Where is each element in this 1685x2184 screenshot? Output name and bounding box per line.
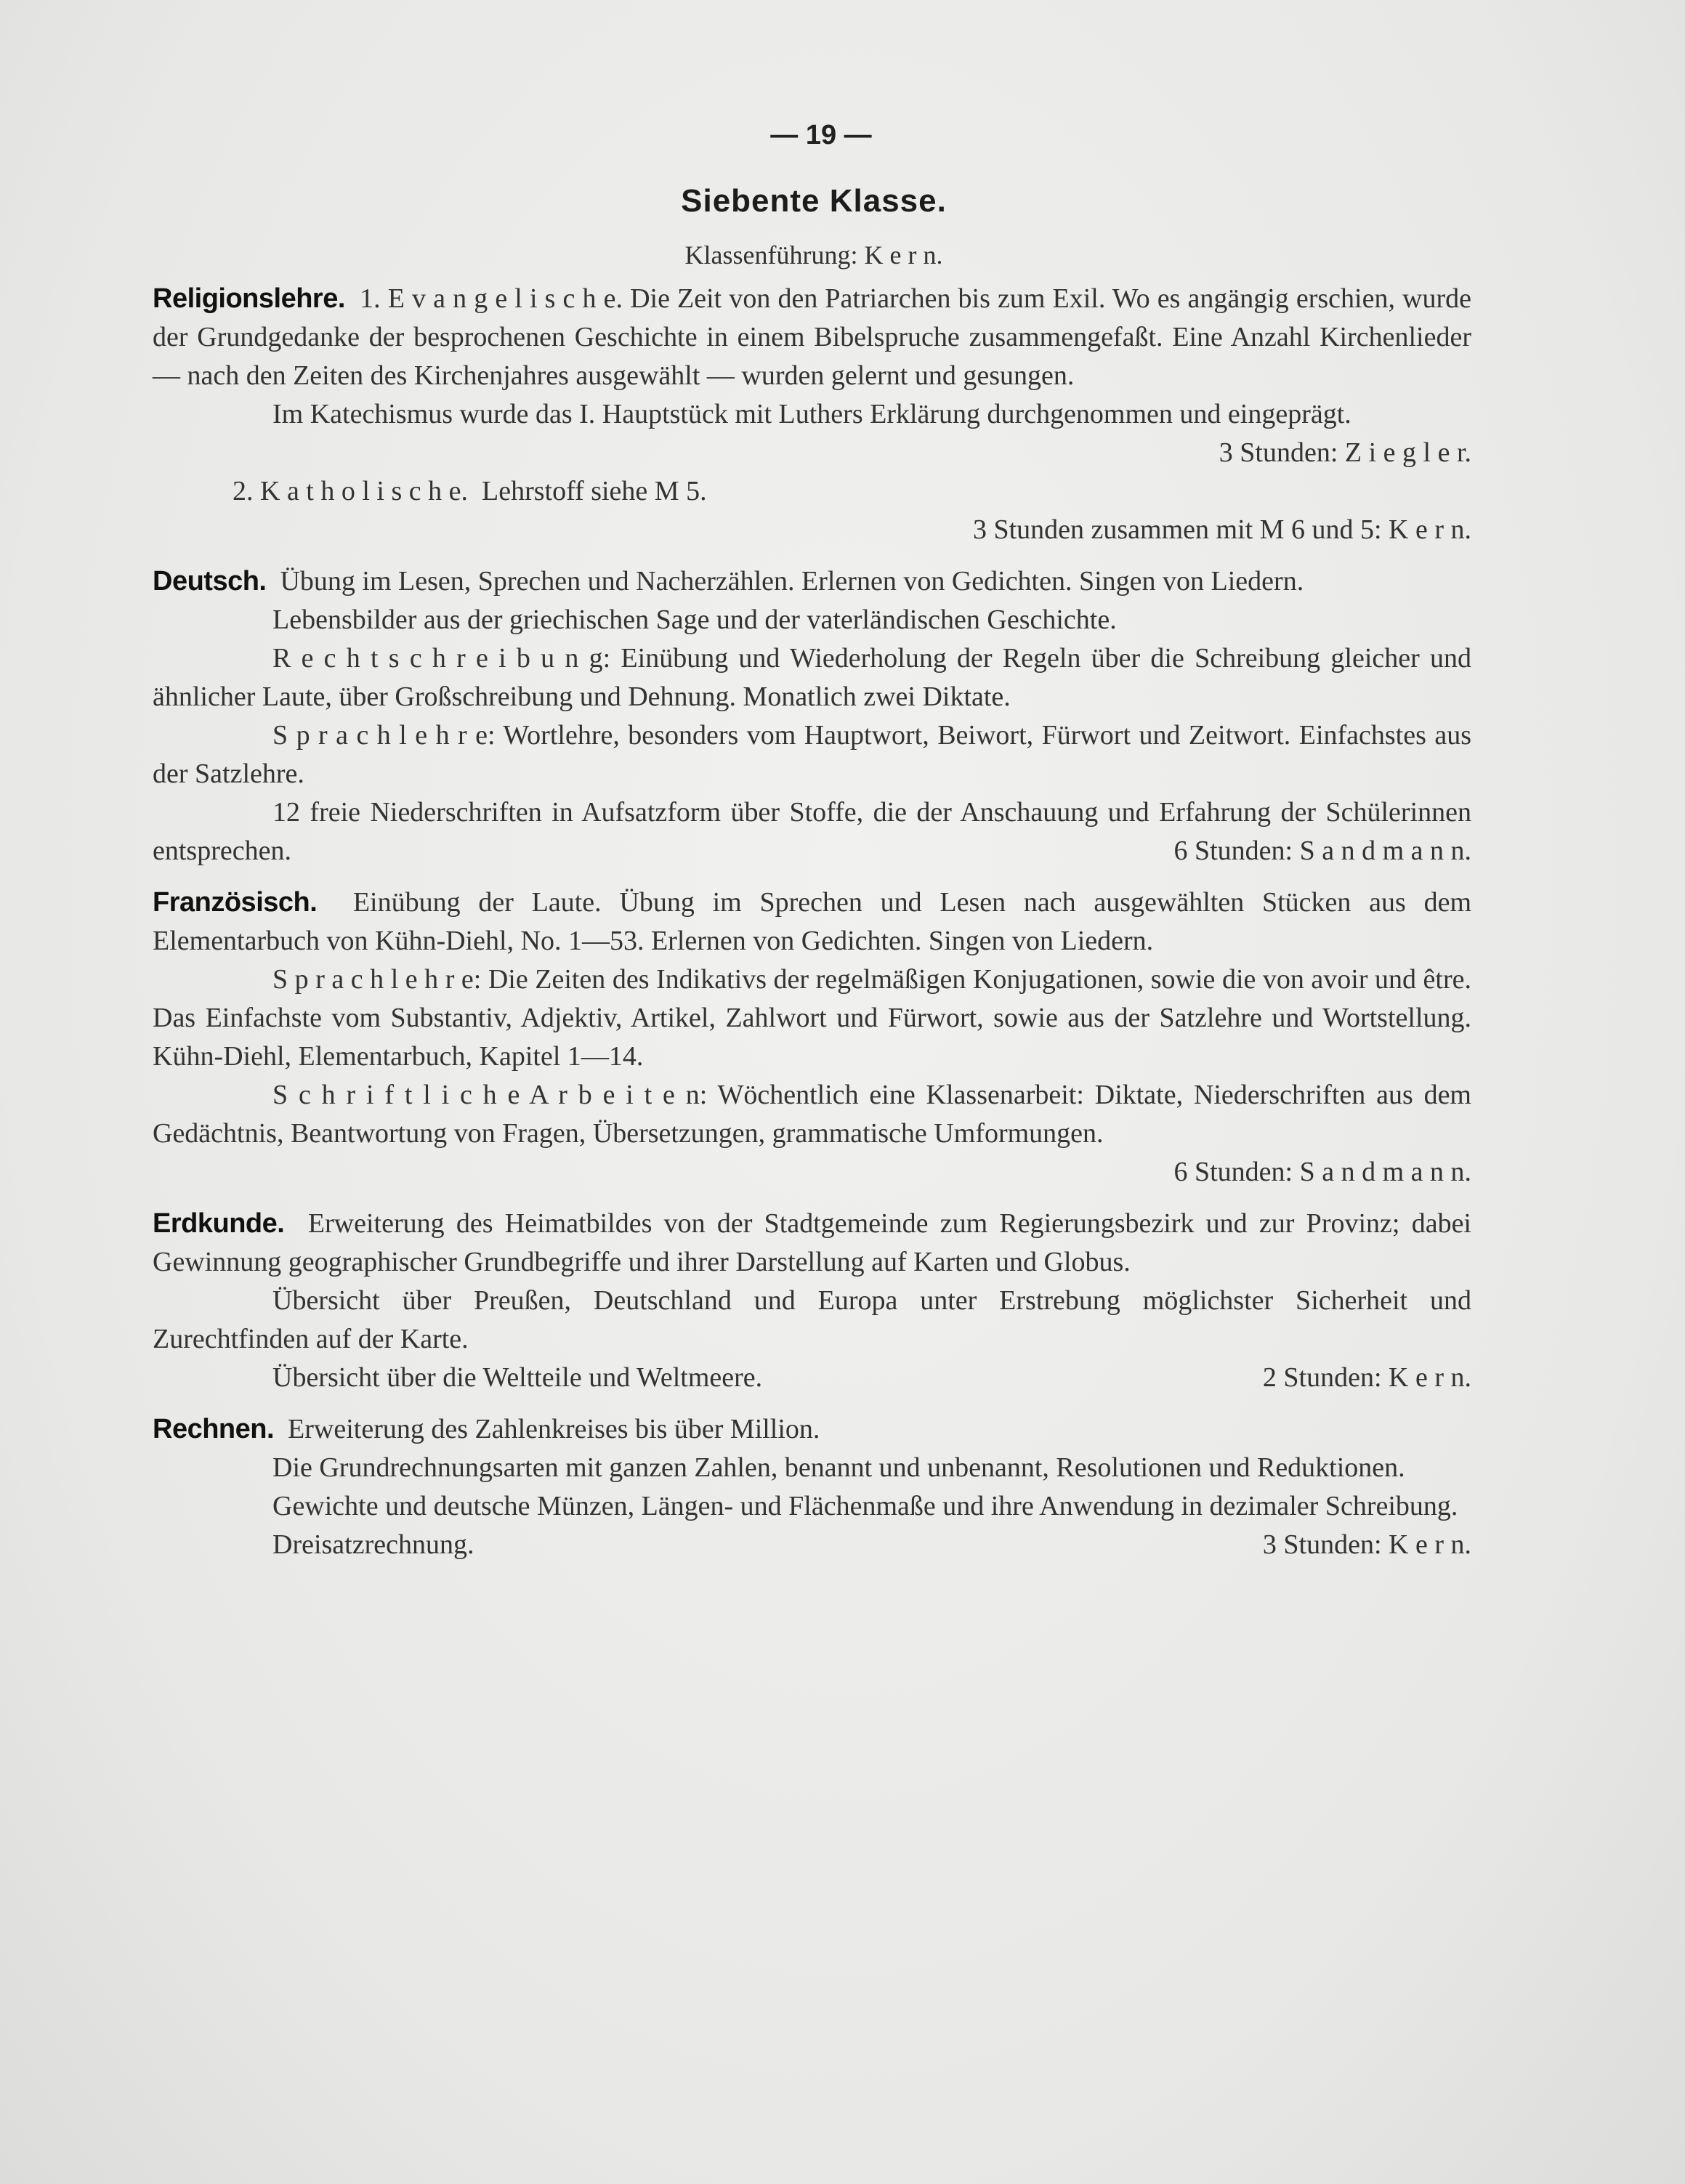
body-text bbox=[153, 280, 1471, 1564]
paragraph bbox=[153, 1076, 1471, 1187]
paragraph bbox=[153, 395, 1471, 468]
paragraph bbox=[153, 1282, 1471, 1359]
hours-note: 6 Stunden: S a n d m a n n. bbox=[1173, 1157, 1471, 1187]
paragraph bbox=[153, 472, 1471, 511]
paragraph-text: Gewichte und deutsche Münzen, Längen- und Flächenmaße und ihre Anwendung in dezimaler Schreibung. bbox=[272, 1491, 1458, 1521]
class-leader: Klassenführung: K e r n. bbox=[684, 240, 943, 270]
paragraph-text: Einübung und Wiederholung der Regeln über die Schreibung gleicher und ähnlicher Laute, über Großschreibung und Dehnung. Monatlich zwei Diktate. bbox=[153, 643, 1471, 712]
section-franzoesisch bbox=[153, 883, 1471, 1192]
paragraph bbox=[153, 793, 1471, 870]
paragraph bbox=[153, 716, 1471, 793]
section-erdkunde bbox=[153, 1205, 1471, 1397]
section-deutsch bbox=[153, 562, 1471, 870]
paragraph-text: Die Zeiten des Indikativs der regelmäßigen Konjugationen, sowie die von avoir und être. Das Einfachste vom Substantiv, Adjektiv, Artikel, Zahlwort und Fürwort, sowie aus der Satzlehre und Wortstellung. Kühn-Diehl, Elementarbuch, Kapitel 1—14. bbox=[153, 964, 1472, 1072]
paragraph-text: Wöchentlich eine Klassenarbeit: Diktate, Niederschriften aus dem Gedächtnis, Beantwortung von Fragen, Übersetzungen, grammatische Umformungen. bbox=[153, 1080, 1471, 1149]
paragraph-text: Die Zeit von den Patriarchen bis zum Exil. Wo es angängig erschien, wurde der Grundgedanke der besprochenen Geschichte in einem Bibelspruche zusammengefaßt. Eine Anzahl Kirchenlieder — nach den Zeiten des Kirchenjahres ausgewählt — wurden gelernt und gesungen. bbox=[153, 283, 1472, 391]
paragraph bbox=[153, 1487, 1471, 1526]
paragraph-text: Lebensbilder aus der griechischen Sage und der vaterländischen Geschichte. bbox=[272, 604, 1117, 635]
section-heading: Deutsch. bbox=[153, 566, 267, 596]
paragraph bbox=[153, 1205, 1471, 1282]
section-rechnen bbox=[153, 1410, 1471, 1564]
paragraph-text: Im Katechismus wurde das I. Hauptstück mit Luthers Erklärung durchgenommen und eingeprägt. bbox=[272, 399, 1351, 429]
subsection-label: R e c h t s c h r e i b u n g: bbox=[272, 643, 611, 674]
paragraph-text: 12 freie Niederschriften in Aufsatzform über Stoffe, die der Anschauung und Erfahrung der Schülerinnen entsprechen. bbox=[153, 797, 1471, 866]
subsection-label: S c h r i f t l i c h e A r b e i t e n: bbox=[272, 1080, 708, 1110]
hours-note: 2 Stunden: K e r n. bbox=[1262, 1362, 1471, 1393]
hours-note: 3 Stunden: Z i e g l e r. bbox=[1219, 437, 1471, 468]
hours-note: 6 Stunden: S a n d m a n n. bbox=[1173, 836, 1471, 866]
paragraph bbox=[153, 511, 1471, 549]
paragraph-text: Lehrstoff siehe M 5. bbox=[482, 476, 707, 506]
paragraph bbox=[153, 960, 1471, 1076]
section-religion bbox=[153, 280, 1471, 549]
subsection-label: S p r a c h l e h r e: bbox=[272, 720, 496, 751]
page-title: Siebente Klasse. bbox=[681, 183, 947, 219]
subsection-label: 1. E v a n g e l i s c h e. bbox=[360, 283, 623, 314]
paragraph-text: Erweiterung des Heimatbildes von der Stadtgemeinde zum Regierungsbezirk und zur Provinz; dabei Gewinnung geographischer Grundbegriffe und ihrer Darstellung auf Karten und Globus. bbox=[153, 1208, 1471, 1277]
section-heading: Religionslehre. bbox=[153, 283, 345, 314]
paragraph bbox=[153, 1359, 1471, 1397]
paragraph-text: Übersicht über Preußen, Deutschland und Europa unter Erstrebung möglichster Sicherheit und Zurechtfinden auf der Karte. bbox=[153, 1285, 1471, 1354]
section-heading: Erdkunde. bbox=[153, 1208, 285, 1239]
section-heading: Rechnen. bbox=[153, 1414, 275, 1444]
paragraph-text: Übung im Lesen, Sprechen und Nacherzählen. Erlernen von Gedichten. Singen von Liedern. bbox=[280, 566, 1304, 596]
paragraph bbox=[153, 1449, 1471, 1487]
page-number: — 19 — bbox=[770, 120, 872, 150]
subsection-label: S p r a c h l e h r e: bbox=[272, 964, 482, 995]
paragraph-text: Die Grundrechnungsarten mit ganzen Zahlen, benannt und unbenannt, Resolutionen und Reduktionen. bbox=[272, 1452, 1405, 1483]
paragraph bbox=[153, 562, 1471, 601]
paragraph bbox=[153, 639, 1471, 716]
paragraph bbox=[153, 280, 1471, 395]
paragraph-text: Einübung der Laute. Übung im Sprechen und Lesen nach ausgewählten Stücken aus dem Elementarbuch von Kühn-Diehl, No. 1—53. Erlernen von Gedichten. Singen von Liedern. bbox=[153, 887, 1472, 956]
paragraph bbox=[153, 883, 1471, 960]
subsection-label: 2. K a t h o l i s c h e. bbox=[233, 476, 469, 506]
paragraph-text: Übersicht über die Weltteile und Weltmeere. bbox=[272, 1362, 763, 1393]
hours-note: 3 Stunden: K e r n. bbox=[1262, 1529, 1471, 1560]
paragraph-text: Dreisatzrechnung. bbox=[272, 1529, 474, 1560]
paragraph bbox=[153, 1410, 1471, 1449]
paragraph-text: Erweiterung des Zahlenkreises bis über Million. bbox=[288, 1414, 820, 1444]
paragraph bbox=[153, 1526, 1471, 1564]
hours-note: 3 Stunden zusammen mit M 6 und 5: K e r n. bbox=[972, 514, 1471, 545]
paragraph-text: Wortlehre, besonders vom Hauptwort, Beiwort, Fürwort und Zeitwort. Einfachstes aus der Satzlehre. bbox=[153, 720, 1471, 789]
paragraph bbox=[153, 601, 1471, 639]
section-heading: Französisch. bbox=[153, 887, 318, 918]
